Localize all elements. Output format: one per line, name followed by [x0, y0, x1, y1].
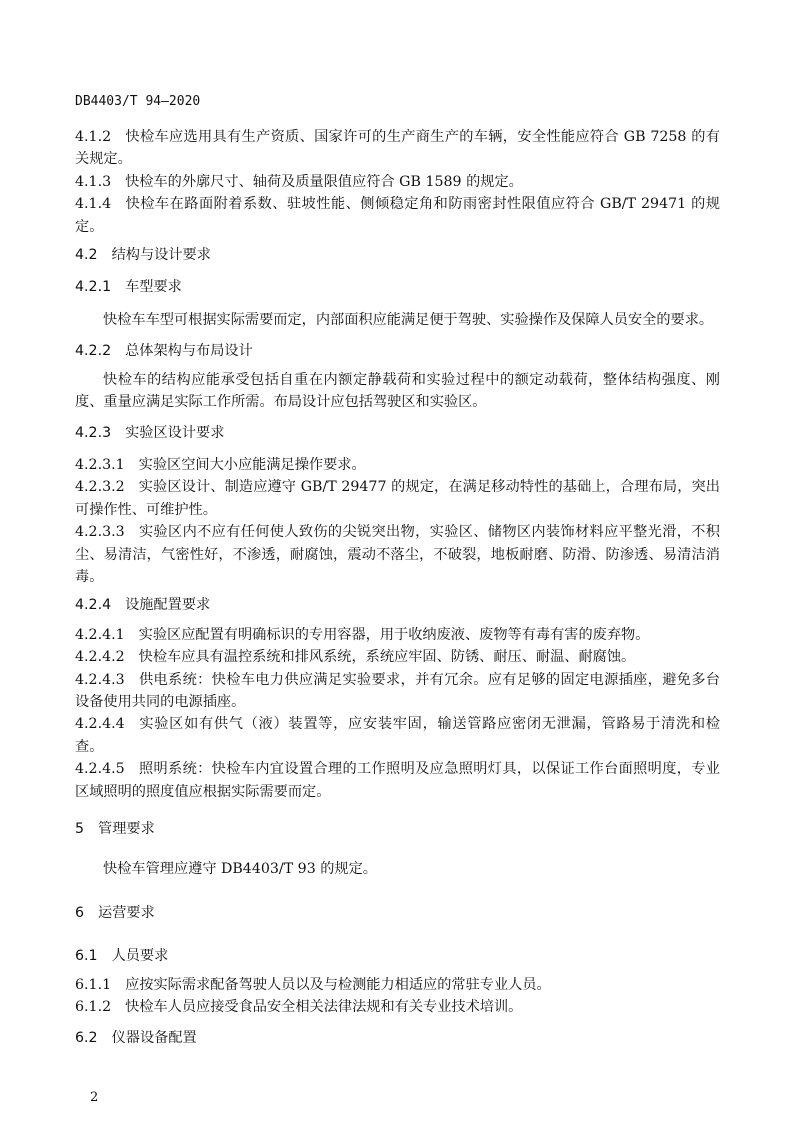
- section-heading-4-2-4: 4.2.4 设施配置要求: [75, 597, 211, 614]
- clause-4-2-3-2: 4.2.3.2 实验区设计、制造应遵守 GB/T 29477 的规定，在满足移动特性的基础上，合理布局，突出可操作性、可维护性。: [75, 479, 720, 518]
- clause-4-2-4-3: 4.2.4.3 供电系统：快检车电力供应满足实验要求，并有冗余。应有足够的固定电源插座，避免多台设备使用共同的电源插座。: [75, 671, 720, 710]
- paragraph: 快检车的结构应能承受包括自重在内额定静载荷和实验过程中的额定动载荷，整体结构强度、刚度、重量应满足实际工作所需。布局设计应包括驾驶区和实验区。: [75, 371, 720, 411]
- paragraph: 快检车管理应遵守 DB4403/T 93 的规定。: [103, 861, 377, 878]
- clause-4-2-4-4: 4.2.4.4 实验区如有供气（液）装置等，应安装牢固，输送管路应密闭无泄漏，管路易于清洗和检查。: [75, 716, 720, 755]
- section-heading-6-2: 6.2 仪器设备配置: [75, 1030, 197, 1047]
- page-number: 2: [90, 1089, 99, 1105]
- clause-4-2-3-1: 4.2.3.1 实验区空间大小应能满足操作要求。: [75, 456, 366, 473]
- section-heading-4-2-3: 4.2.3 实验区设计要求: [75, 425, 225, 442]
- section-heading-6: 6 运营要求: [75, 904, 155, 921]
- section-heading-4-2-2: 4.2.2 总体架构与布局设计: [75, 343, 253, 360]
- clause-6-1-2: 6.1.2 快检车人员应接受食品安全相关法律法规和有关专业技术培训。: [75, 999, 523, 1015]
- paragraph: 快检车车型可根据实际需要而定，内部面积应能满足便于驾驶、实验操作及保障人员安全的要求。: [103, 311, 714, 328]
- section-heading-4-2-1: 4.2.1 车型要求: [75, 279, 182, 296]
- document-header: DB4403/T 94—2020: [75, 94, 201, 109]
- section-heading-6-1: 6.1 人员要求: [75, 948, 169, 965]
- section-heading-5: 5 管理要求: [75, 820, 155, 837]
- clause-4-2-4-1: 4.2.4.1 实验区应配置有明确标识的专用容器，用于收纳废液、废物等有毒有害的废弃物。: [75, 626, 650, 643]
- clause-4-2-4-2: 4.2.4.2 快检车应具有温控系统和排风系统，系统应牢固、防锈、耐压、耐温、耐腐蚀。: [75, 649, 636, 666]
- clause-6-1-1: 6.1.1 应按实际需求配备驾驶人员以及与检测能力相适应的常驻专业人员。: [75, 976, 551, 993]
- clause-4-1-3: 4.1.3 快检车的外廓尺寸、轴荷及质量限值应符合 GB 1589 的规定。: [75, 173, 523, 190]
- clause-4-2-4-5: 4.2.4.5 照明系统：快检车内宜设置合理的工作照明及应急照明灯具，以保证工作台面照明度，专业区域照明的照度值应根据实际需要而定。: [75, 761, 720, 800]
- clause-4-1-4: 4.1.4 快检车在路面附着系数、驻坡性能、侧倾稳定角和防雨密封性限值应符合 GB/T 29471 的规定。: [75, 196, 720, 235]
- section-heading-4-2: 4.2 结构与设计要求: [75, 247, 211, 264]
- document-body: [75, 0, 720, 1145]
- clause-4-1-2: 4.1.2 快检车应选用具有生产资质、国家许可的生产商生产的车辆，安全性能应符合 GB 7258 的有关规定。: [75, 129, 720, 168]
- clause-4-2-3-3: 4.2.3.3 实验区内不应有任何使人致伤的尖锐突出物，实验区、储物区内装饰材料应平整光滑，不积尘、易清洁，气密性好，不渗透，耐腐蚀，震动不落尘，不破裂，地板耐磨、防滑、防渗透、易清洁消毒。: [75, 524, 720, 585]
